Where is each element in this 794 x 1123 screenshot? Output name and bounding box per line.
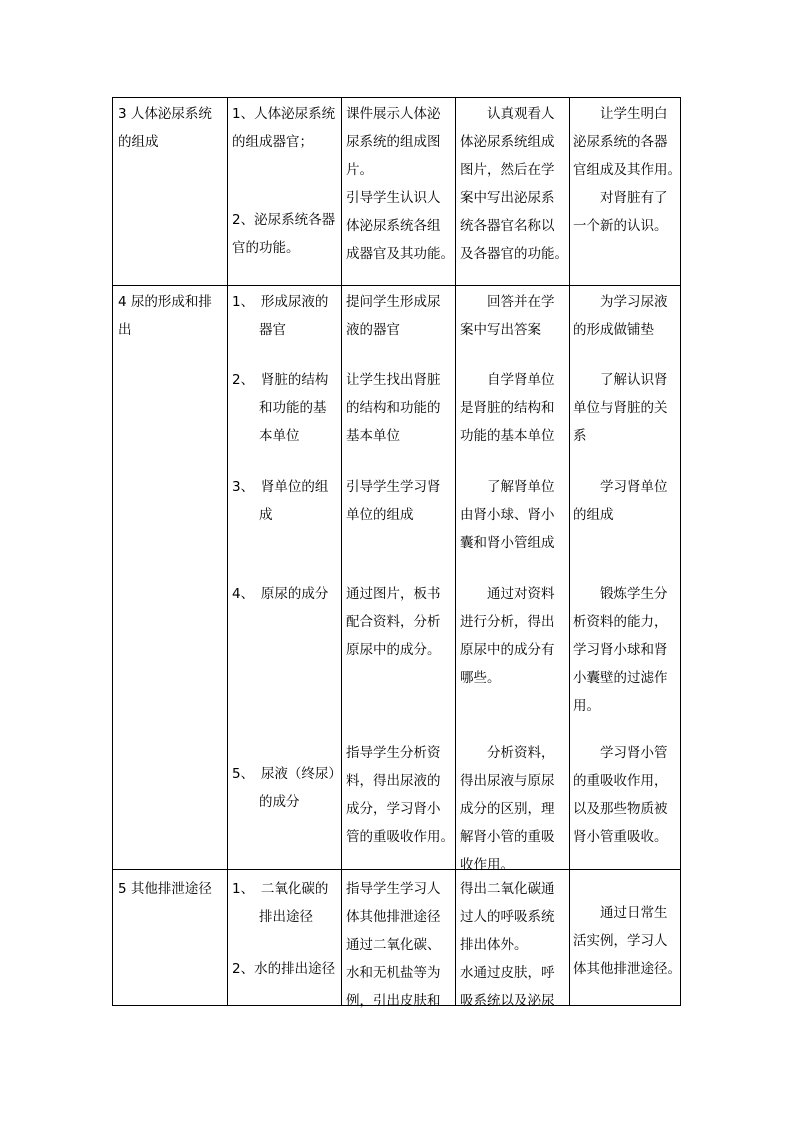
table-border-left	[112, 97, 113, 1006]
row2-content-item-4	[232, 580, 328, 608]
row1-teacher-line: 体泌尿系统各组	[346, 218, 441, 234]
row2-teacher-line: 提问学生形成尿	[346, 294, 441, 310]
row1-teacher-line: 片。	[346, 162, 373, 178]
row2-student-line: 成分的区别，理	[460, 801, 555, 817]
row3-teacher-line: 通过二氧化碳、	[346, 937, 441, 953]
row2-teacher-line: 的结构和功能的	[346, 400, 441, 416]
row1-intent-line: 官组成及其作用。	[573, 162, 681, 178]
row3-content-line: 2、水的排出途径	[232, 961, 336, 977]
row2-content-line: 5、 尿液（终尿）	[232, 766, 342, 782]
row1-content-line: 2、泌尿系统各器	[232, 212, 336, 228]
row2-intent-item-2	[573, 366, 668, 450]
row2-content-item-3	[232, 473, 328, 529]
row2-student-line: 回答并在学	[460, 294, 555, 310]
row1-content-item-2	[232, 206, 335, 262]
row2-intent-line: 单位与肾脏的关	[573, 400, 668, 416]
row2-intent-item-4	[573, 580, 668, 720]
row1-teacher-line: 课件展示人体泌	[346, 106, 441, 122]
row3-intent-line: 通过日常生	[573, 905, 668, 921]
row1-content-item-1	[232, 100, 335, 156]
row1-intent-line: 让学生明白	[573, 106, 668, 122]
row3-intent-cell	[573, 899, 681, 983]
row2-content-line: 和功能的基	[232, 400, 327, 416]
row1-student-line: 体泌尿系统组成	[460, 134, 555, 150]
row2-intent-line: 小囊壁的过滤作	[573, 670, 668, 686]
row1-teacher-line: 成器官及其功能。	[346, 246, 454, 262]
row2-teacher-line: 引导学生学习肾	[346, 479, 441, 495]
row2-student-line: 囊和肾小管组成	[460, 535, 555, 551]
row2-content-item-1	[232, 288, 328, 344]
row1-content-line: 的组成器官；	[232, 134, 313, 150]
row1-teacher-cell	[346, 100, 454, 268]
row3-student-cell	[460, 875, 555, 1015]
row2-topic-line: 4 尿的形成和排	[118, 294, 212, 310]
row3-student-line: 过人的呼吸系统	[460, 909, 555, 925]
row3-intent-line: 活实例，学习人	[573, 933, 668, 949]
row2-content-line: 器官	[232, 322, 286, 338]
row3-content-item-1	[232, 875, 328, 931]
row1-content-line: 官的功能。	[232, 240, 300, 256]
row3-content-item-2	[232, 955, 335, 983]
row2-intent-line: 的组成	[573, 507, 614, 523]
row2-content-line: 3、 肾单位的组	[232, 479, 329, 495]
row1-intent-cell	[573, 100, 681, 240]
row2-teacher-line: 单位的组成	[346, 507, 414, 523]
row2-teacher-item-3	[346, 473, 441, 529]
row1-intent-line: 对肾脏有了	[573, 190, 668, 206]
row3-teacher-line: 例，引出皮肤和	[346, 993, 441, 1009]
row2-intent-line: 的形成做铺垫	[573, 322, 654, 338]
row2-student-item-5	[460, 739, 555, 879]
row3-topic-cell	[118, 875, 212, 903]
row3-teacher-line: 体其他排泄途径	[346, 909, 441, 925]
row2-student-line: 是肾脏的结构和	[460, 400, 555, 416]
row3-student-line: 排出体外。	[460, 937, 528, 953]
row1-topic-line: 的组成	[118, 134, 159, 150]
row2-student-line: 功能的基本单位	[460, 428, 555, 444]
row2-intent-line: 肾小管重吸收。	[573, 829, 668, 845]
row2-intent-line: 了解认识肾	[573, 372, 668, 388]
row2-topic-line: 出	[118, 322, 132, 338]
row2-student-line: 原尿中的成分有	[460, 642, 555, 658]
row1-student-line: 统各器官名称以	[460, 218, 555, 234]
row2-intent-line: 学习肾单位	[573, 479, 668, 495]
row2-content-line: 4、 原尿的成分	[232, 586, 329, 602]
row2-student-item-1	[460, 288, 555, 344]
row1-student-line: 案中写出泌尿系	[460, 190, 555, 206]
row2-content-line: 成	[232, 507, 273, 523]
row2-teacher-line: 管的重吸收作用。	[346, 829, 454, 845]
row1-student-line: 认真观看人	[460, 106, 555, 122]
row2-teacher-item-2	[346, 366, 441, 450]
row3-content-line: 排出途径	[232, 909, 313, 925]
row2-topic-cell	[118, 288, 212, 344]
row2-intent-item-3	[573, 473, 668, 529]
row2-student-item-4	[460, 580, 555, 692]
row1-topic-cell	[118, 100, 212, 156]
row2-intent-line: 学习肾小球和肾	[573, 642, 668, 658]
row3-student-line: 吸系统以及泌尿	[460, 993, 555, 1009]
row1-student-line: 及各器官的功能。	[460, 246, 568, 262]
row2-teacher-line: 原尿中的成分。	[346, 642, 441, 658]
row2-intent-item-1	[573, 288, 668, 344]
row3-student-line: 水通过皮肤，呼	[460, 965, 555, 981]
row2-student-line: 通过对资料	[460, 586, 555, 602]
row2-student-line: 收作用。	[460, 857, 514, 873]
row3-student-line: 得出二氧化碳通	[460, 881, 555, 897]
row1-content-line: 1、人体泌尿系统	[232, 106, 336, 122]
row2-intent-line: 析资料的能力，	[573, 614, 668, 630]
row2-intent-line: 用。	[573, 698, 600, 714]
row2-student-line: 案中写出答案	[460, 322, 541, 338]
row2-student-line: 得出尿液与原尿	[460, 773, 555, 789]
table-border-top	[112, 97, 681, 98]
row2-student-line: 进行分析，得出	[460, 614, 555, 630]
row3-teacher-line: 水和无机盐等为	[346, 965, 441, 981]
row2-student-item-2	[460, 366, 555, 450]
row2-student-line: 由肾小球、肾小	[460, 507, 555, 523]
row2-student-line: 分析资料，	[460, 745, 555, 761]
row2-teacher-item-4	[346, 580, 441, 664]
row2-intent-line: 系	[573, 428, 587, 444]
row2-teacher-line: 让学生找出肾脏	[346, 372, 441, 388]
row1-intent-line: 一个新的认识。	[573, 218, 668, 234]
row2-teacher-item-1	[346, 288, 441, 344]
row2-intent-item-5	[573, 739, 668, 851]
row2-intent-line: 的重吸收作用，	[573, 773, 668, 789]
row3-teacher-line: 指导学生学习人	[346, 881, 441, 897]
row1-teacher-line: 尿系统的组成图	[346, 134, 441, 150]
row2-intent-line: 学习肾小管	[573, 745, 668, 761]
row2-content-item-2	[232, 366, 328, 450]
row1-student-line: 图片，然后在学	[460, 162, 555, 178]
row2-student-line: 自学肾单位	[460, 372, 555, 388]
row2-student-item-3	[460, 473, 555, 557]
row2-content-line: 1、 形成尿液的	[232, 294, 329, 310]
table-column-divider	[569, 97, 570, 1006]
row1-student-cell	[460, 100, 568, 268]
row2-teacher-line: 基本单位	[346, 428, 400, 444]
row2-student-line: 解肾小管的重吸	[460, 829, 555, 845]
row3-teacher-cell	[346, 875, 441, 1015]
table-row-divider	[112, 285, 681, 286]
table-row-divider	[112, 869, 681, 870]
row2-content-line: 本单位	[232, 428, 300, 444]
table-column-divider	[455, 97, 456, 1006]
row2-student-line: 哪些。	[460, 670, 501, 686]
table-column-divider	[341, 97, 342, 1006]
row2-intent-line: 为学习尿液	[573, 294, 668, 310]
row3-intent-line: 体其他排泄途径。	[573, 961, 681, 977]
table-column-divider	[227, 97, 228, 1006]
row2-student-line: 了解肾单位	[460, 479, 555, 495]
row2-intent-line: 以及那些物质被	[573, 801, 668, 817]
row2-intent-line: 锻炼学生分	[573, 586, 668, 602]
row2-content-line: 2、 肾脏的结构	[232, 372, 329, 388]
row2-teacher-line: 通过图片，板书	[346, 586, 441, 602]
row2-teacher-line: 指导学生分析资	[346, 745, 441, 761]
row2-teacher-line: 配合资料，分析	[346, 614, 441, 630]
row2-content-line: 的成分	[232, 794, 300, 810]
row1-topic-line: 3 人体泌尿系统	[118, 106, 212, 122]
row3-content-line: 1、 二氧化碳的	[232, 881, 329, 897]
row1-teacher-line: 引导学生认识人	[346, 190, 441, 206]
row1-intent-line: 泌尿系统的各器	[573, 134, 668, 150]
row3-topic-line: 5 其他排泄途径	[118, 881, 212, 897]
row2-teacher-line: 液的器官	[346, 322, 400, 338]
row2-teacher-line: 成分，学习肾小	[346, 801, 441, 817]
row2-content-item-5	[232, 760, 342, 816]
row2-teacher-item-5	[346, 739, 454, 851]
row2-teacher-line: 料，得出尿液的	[346, 773, 441, 789]
